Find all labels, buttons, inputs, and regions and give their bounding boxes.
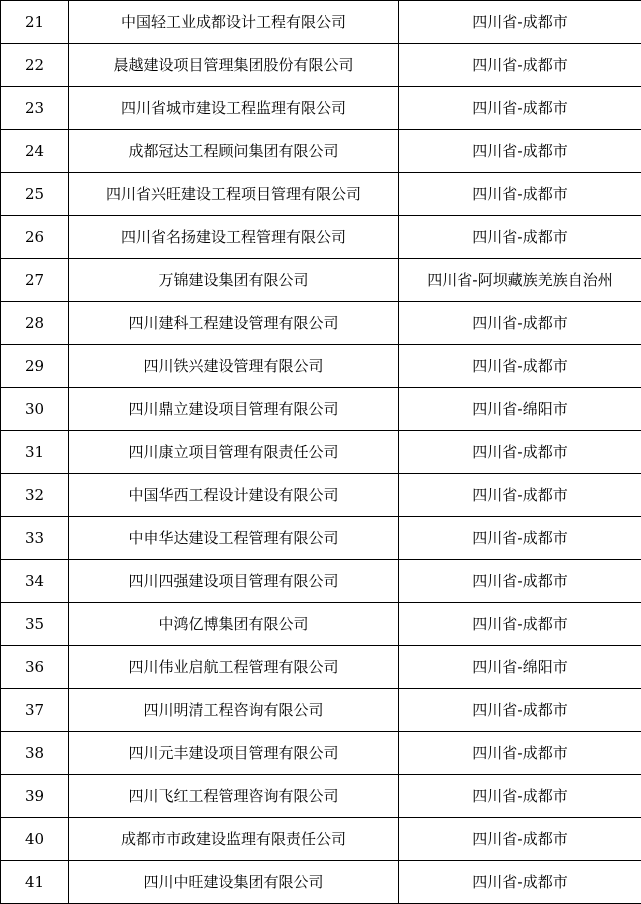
cell-index: 23: [1, 87, 69, 130]
table-row: [1, 259, 641, 302]
cell-company-name: 四川伟业启航工程管理有限公司: [69, 646, 399, 689]
cell-region: 四川省-成都市: [399, 173, 641, 216]
cell-region: 四川省-阿坝藏族羌族自治州: [399, 259, 641, 302]
cell-region: 四川省-成都市: [399, 1, 641, 44]
cell-index: 38: [1, 732, 69, 775]
cell-index: 36: [1, 646, 69, 689]
table-row: [1, 173, 641, 216]
cell-index: 31: [1, 431, 69, 474]
cell-company-name: 四川元丰建设项目管理有限公司: [69, 732, 399, 775]
cell-company-name: 四川省名扬建设工程管理有限公司: [69, 216, 399, 259]
cell-region: 四川省-成都市: [399, 474, 641, 517]
cell-index: 24: [1, 130, 69, 173]
cell-company-name: 四川省兴旺建设工程项目管理有限公司: [69, 173, 399, 216]
cell-index: 35: [1, 603, 69, 646]
cell-company-name: 中国轻工业成都设计工程有限公司: [69, 1, 399, 44]
cell-region: 四川省-成都市: [399, 44, 641, 87]
cell-index: 22: [1, 44, 69, 87]
table-row: [1, 689, 641, 732]
cell-region: 四川省-成都市: [399, 302, 641, 345]
cell-company-name: 四川中旺建设集团有限公司: [69, 861, 399, 904]
cell-company-name: 中鸿亿博集团有限公司: [69, 603, 399, 646]
cell-index: 40: [1, 818, 69, 861]
cell-company-name: 四川建科工程建设管理有限公司: [69, 302, 399, 345]
table-row: [1, 474, 641, 517]
table-row: [1, 732, 641, 775]
cell-region: 四川省-成都市: [399, 216, 641, 259]
cell-region: 四川省-成都市: [399, 689, 641, 732]
table-row: [1, 603, 641, 646]
table-row: [1, 345, 641, 388]
table-row: [1, 130, 641, 173]
table-row: [1, 646, 641, 689]
cell-index: 25: [1, 173, 69, 216]
cell-index: 34: [1, 560, 69, 603]
cell-company-name: 晨越建设项目管理集团股份有限公司: [69, 44, 399, 87]
table-row: [1, 44, 641, 87]
cell-company-name: 成都市市政建设监理有限责任公司: [69, 818, 399, 861]
cell-company-name: 四川四强建设项目管理有限公司: [69, 560, 399, 603]
cell-region: 四川省-成都市: [399, 560, 641, 603]
table-row: [1, 87, 641, 130]
cell-region: 四川省-成都市: [399, 818, 641, 861]
table-row: [1, 388, 641, 431]
cell-region: 四川省-绵阳市: [399, 388, 641, 431]
table-row: [1, 517, 641, 560]
cell-index: 41: [1, 861, 69, 904]
table-row: [1, 216, 641, 259]
cell-index: 21: [1, 1, 69, 44]
table-row: [1, 560, 641, 603]
cell-company-name: 四川鼎立建设项目管理有限公司: [69, 388, 399, 431]
cell-index: 39: [1, 775, 69, 818]
table-row: [1, 775, 641, 818]
table-row: [1, 861, 641, 904]
cell-index: 28: [1, 302, 69, 345]
cell-region: 四川省-成都市: [399, 431, 641, 474]
cell-company-name: 中申华达建设工程管理有限公司: [69, 517, 399, 560]
cell-region: 四川省-成都市: [399, 517, 641, 560]
cell-region: 四川省-成都市: [399, 732, 641, 775]
cell-index: 33: [1, 517, 69, 560]
cell-company-name: 四川飞红工程管理咨询有限公司: [69, 775, 399, 818]
cell-region: 四川省-成都市: [399, 861, 641, 904]
table-row: [1, 302, 641, 345]
cell-region: 四川省-绵阳市: [399, 646, 641, 689]
cell-region: 四川省-成都市: [399, 130, 641, 173]
cell-region: 四川省-成都市: [399, 87, 641, 130]
cell-region: 四川省-成都市: [399, 775, 641, 818]
cell-index: 30: [1, 388, 69, 431]
table-row: [1, 818, 641, 861]
cell-index: 27: [1, 259, 69, 302]
cell-company-name: 四川康立项目管理有限责任公司: [69, 431, 399, 474]
table-row: [1, 431, 641, 474]
cell-company-name: 中国华西工程设计建设有限公司: [69, 474, 399, 517]
cell-index: 26: [1, 216, 69, 259]
cell-company-name: 万锦建设集团有限公司: [69, 259, 399, 302]
cell-index: 29: [1, 345, 69, 388]
cell-region: 四川省-成都市: [399, 603, 641, 646]
cell-company-name: 成都冠达工程顾问集团有限公司: [69, 130, 399, 173]
table-row: [1, 1, 641, 44]
cell-index: 32: [1, 474, 69, 517]
cell-region: 四川省-成都市: [399, 345, 641, 388]
table-body: [1, 1, 641, 904]
cell-company-name: 四川明清工程咨询有限公司: [69, 689, 399, 732]
cell-index: 37: [1, 689, 69, 732]
cell-company-name: 四川省城市建设工程监理有限公司: [69, 87, 399, 130]
cell-company-name: 四川铁兴建设管理有限公司: [69, 345, 399, 388]
